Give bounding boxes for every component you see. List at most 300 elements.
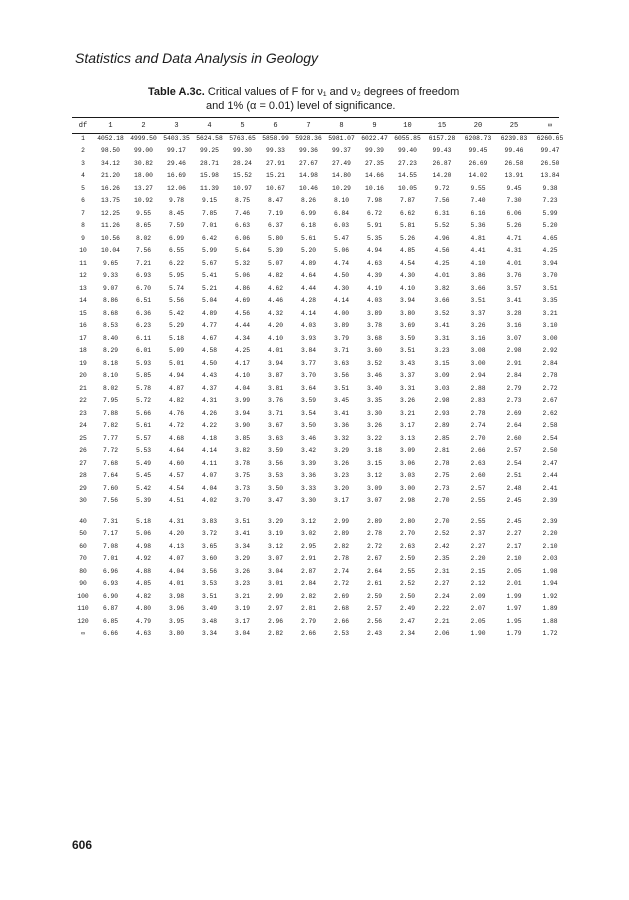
table-cell: 1.88 — [542, 617, 558, 625]
table-cell: 3.29 — [234, 555, 251, 563]
table-cell: 3.48 — [201, 617, 218, 625]
table-cell: 3.51 — [542, 284, 558, 292]
row-df-cell: 7 — [81, 209, 85, 217]
table-row — [72, 332, 568, 345]
table-cell: 3.13 — [399, 434, 416, 442]
table-cell: 1.89 — [542, 605, 558, 613]
table-cell: 8.53 — [102, 322, 119, 330]
table-cell: 3.34 — [234, 542, 251, 550]
table-cell: 4.94 — [168, 372, 185, 380]
table-cell: 2.89 — [333, 530, 350, 538]
table-cell: 8.65 — [135, 222, 152, 230]
table-cell: 5.91 — [366, 222, 383, 230]
row-df-cell: 29 — [79, 484, 87, 492]
table-cell: 7.31 — [102, 517, 119, 525]
table-cell: 26.50 — [540, 159, 560, 167]
table-cell: 4.30 — [399, 272, 416, 280]
table-cell: 8.75 — [234, 197, 251, 205]
table-cell: 3.59 — [300, 397, 317, 405]
table-cell: 5.32 — [234, 259, 251, 267]
row-df-cell: 3 — [81, 159, 85, 167]
table-cell: 4.44 — [234, 322, 251, 330]
table-cell: 6.87 — [102, 605, 119, 613]
table-cell: 2.80 — [399, 517, 416, 525]
table-cell: 4.25 — [542, 247, 558, 255]
table-cell: 3.32 — [333, 434, 350, 442]
column-header: 15 — [437, 121, 447, 130]
table-cell: 15.21 — [266, 172, 285, 180]
table-cell: 2.70 — [434, 517, 450, 525]
table-cell: 99.39 — [365, 147, 384, 155]
table-row — [72, 182, 568, 195]
row-df-cell: 5 — [81, 184, 85, 192]
table-cell: 3.19 — [234, 605, 251, 613]
table-cell: 6.22 — [168, 259, 185, 267]
table-cell: 3.15 — [366, 459, 383, 467]
table-cell: 99.45 — [468, 147, 488, 155]
table-cell: 4.28 — [300, 297, 317, 305]
table-cell: 4.00 — [333, 309, 350, 317]
row-df-cell: 100 — [77, 592, 89, 600]
table-cell: 27.35 — [365, 159, 384, 167]
table-cell: 5.21 — [201, 284, 218, 292]
table-cell: 15.98 — [200, 172, 219, 180]
table-row — [72, 282, 568, 295]
row-df-cell: 1 — [81, 134, 85, 142]
row-df-cell: 28 — [79, 472, 87, 480]
table-cell: 4.54 — [399, 259, 416, 267]
table-cell: 2.68 — [333, 605, 350, 613]
table-cell: 3.79 — [333, 334, 350, 342]
table-cell: 5.93 — [135, 359, 152, 367]
table-cell: 4.64 — [300, 272, 317, 280]
table-cell: 2.59 — [399, 555, 416, 563]
table-cell: 3.60 — [366, 347, 383, 355]
table-cell: 2.47 — [399, 617, 416, 625]
table-cell: 5624.58 — [196, 134, 223, 142]
table-cell: 9.55 — [470, 184, 486, 192]
table-cell: 5.20 — [300, 247, 317, 255]
table-cell: 2.50 — [542, 447, 558, 455]
table-cell: 2.70 — [399, 530, 416, 538]
table-cell: 2.83 — [470, 397, 486, 405]
table-row — [72, 528, 568, 541]
table-cell: 2.10 — [506, 555, 522, 563]
table-cell: 14.66 — [365, 172, 384, 180]
table-cell: 3.68 — [366, 334, 383, 342]
table-cell: 3.51 — [333, 384, 350, 392]
table-cell: 13.75 — [101, 197, 120, 205]
table-cell: 3.30 — [300, 497, 317, 505]
table-cell: 2.98 — [506, 347, 522, 355]
table-cell: 3.40 — [366, 384, 383, 392]
table-cell: 3.49 — [201, 605, 218, 613]
table-cell: 4.31 — [201, 397, 218, 405]
table-cell: 5.78 — [135, 384, 152, 392]
table-cell: 6.93 — [102, 580, 119, 588]
table-cell: 3.93 — [300, 334, 317, 342]
table-row — [72, 565, 568, 578]
table-cell: 2.09 — [470, 592, 486, 600]
table-cell: 2.39 — [542, 517, 558, 525]
table-cell: 3.63 — [267, 434, 284, 442]
table-cell: 4.01 — [168, 580, 185, 588]
row-df-cell: 22 — [79, 397, 87, 405]
table-cell: 4.79 — [135, 617, 152, 625]
table-cell: 14.80 — [332, 172, 351, 180]
table-cell: 4.98 — [135, 542, 152, 550]
table-cell: 2.17 — [506, 542, 522, 550]
table-cell: 8.10 — [102, 372, 119, 380]
table-cell: 6208.73 — [464, 134, 492, 142]
table-cell: 8.10 — [333, 197, 350, 205]
table-cell: 2.59 — [366, 592, 383, 600]
table-cell: 3.80 — [399, 309, 416, 317]
table-row — [72, 495, 568, 508]
table-cell: 10.92 — [134, 197, 153, 205]
table-cell: 6.51 — [135, 297, 152, 305]
table-cell: 8.47 — [267, 197, 284, 205]
table-cell: 2.91 — [506, 359, 522, 367]
table-cell: 3.21 — [542, 309, 558, 317]
table-cell: 2.84 — [506, 372, 522, 380]
table-cell: 4.72 — [168, 422, 185, 430]
table-cell: 2.55 — [399, 567, 416, 575]
table-top-rule — [72, 117, 559, 118]
table-cell: 2.54 — [506, 459, 522, 467]
table-cell: 5763.65 — [229, 134, 256, 142]
table-row — [72, 170, 568, 183]
table-cell: 3.53 — [201, 580, 218, 588]
table-cell: 5.26 — [399, 234, 416, 242]
table-cell: 28.24 — [233, 159, 252, 167]
table-cell: 7.68 — [102, 459, 119, 467]
row-df-cell: 26 — [79, 447, 87, 455]
table-cell: 5.64 — [234, 247, 251, 255]
table-cell: 6.55 — [168, 247, 185, 255]
table-cell: 6.85 — [102, 617, 119, 625]
column-header: 20 — [473, 121, 483, 130]
table-cell: 4.88 — [135, 567, 152, 575]
table-cell: 3.54 — [300, 409, 317, 417]
row-df-cell: 6 — [81, 197, 85, 205]
table-cell: 4.07 — [201, 472, 218, 480]
table-row — [72, 295, 568, 308]
table-cell: 3.09 — [366, 484, 383, 492]
table-cell: 99.25 — [200, 147, 219, 155]
table-cell: 5.95 — [168, 272, 185, 280]
table-cell: 7.08 — [102, 542, 119, 550]
table-row — [72, 407, 568, 420]
table-cell: 2.69 — [506, 409, 522, 417]
table-cell: 3.00 — [399, 484, 416, 492]
table-cell: 6.93 — [135, 272, 152, 280]
column-header: 1 — [108, 121, 113, 130]
table-cell: 2.96 — [267, 617, 284, 625]
table-cell: 4.81 — [470, 234, 486, 242]
table-cell: 2.15 — [470, 567, 486, 575]
table-cell: 7.21 — [135, 259, 152, 267]
table-cell: 6.06 — [234, 234, 251, 242]
table-cell: 6.96 — [102, 567, 119, 575]
table-cell: 9.55 — [135, 209, 152, 217]
table-cell: 3.70 — [542, 272, 558, 280]
table-cell: 16.69 — [167, 172, 186, 180]
table-cell: 2.72 — [333, 580, 350, 588]
table-cell: 13.27 — [134, 184, 153, 192]
table-cell: 5981.07 — [328, 134, 355, 142]
table-cell: 10.46 — [299, 184, 318, 192]
table-cell: 2.87 — [300, 567, 317, 575]
row-df-cell: 12 — [79, 272, 87, 280]
table-cell: 3.07 — [506, 334, 522, 342]
table-cell: 7.56 — [102, 497, 119, 505]
table-cell: 15.52 — [233, 172, 252, 180]
table-cell: 5.66 — [135, 409, 152, 417]
table-cell: 4.20 — [168, 530, 185, 538]
caption-text-1: Critical values of F for ν₁ and ν₂ degrees of freedom — [207, 86, 460, 98]
table-row — [72, 540, 568, 553]
table-cell: 2.06 — [434, 630, 450, 638]
table-cell: 4.89 — [300, 259, 317, 267]
table-cell: 3.16 — [470, 334, 486, 342]
table-cell: 5.67 — [201, 259, 218, 267]
table-cell: 4.31 — [168, 517, 185, 525]
table-cell: 99.43 — [432, 147, 452, 155]
table-cell: 2.24 — [434, 592, 450, 600]
table-cell: 2.49 — [399, 605, 416, 613]
table-cell: 4.67 — [201, 334, 218, 342]
table-cell: 9.38 — [542, 184, 558, 192]
table-cell: 3.51 — [234, 517, 251, 525]
table-cell: 3.21 — [399, 409, 416, 417]
table-row — [72, 320, 568, 333]
table-cell: 3.94 — [542, 259, 558, 267]
row-df-cell: 10 — [79, 247, 87, 255]
table-cell: 7.72 — [102, 447, 119, 455]
table-cell: 4.14 — [201, 447, 218, 455]
table-cell: 3.98 — [168, 592, 185, 600]
table-cell: 3.19 — [267, 530, 284, 538]
table-cell: 3.41 — [234, 530, 251, 538]
table-row — [72, 515, 568, 528]
table-cell: 2.74 — [470, 422, 486, 430]
row-df-cell: 60 — [79, 542, 87, 550]
row-df-cell: 80 — [79, 567, 87, 575]
table-cell: 2.57 — [470, 484, 486, 492]
table-cell: 2.67 — [366, 555, 383, 563]
table-cell: 4.92 — [135, 555, 152, 563]
table-cell: 3.42 — [300, 447, 317, 455]
table-cell: 4.14 — [300, 309, 317, 317]
table-cell: 9.65 — [102, 259, 119, 267]
table-cell: 2.88 — [470, 384, 486, 392]
table-cell: 3.51 — [470, 297, 486, 305]
table-cell: 2.84 — [542, 359, 558, 367]
table-cell: 5.72 — [135, 397, 152, 405]
table-cell: 2.20 — [470, 555, 486, 563]
table-cell: 7.23 — [542, 197, 558, 205]
table-cell: 3.57 — [506, 284, 522, 292]
table-cell: 10.05 — [398, 184, 417, 192]
table-cell: 10.04 — [101, 247, 120, 255]
table-row — [72, 245, 568, 258]
table-cell: 14.98 — [299, 172, 318, 180]
table-cell: 2.05 — [470, 617, 486, 625]
table-cell: 4.43 — [201, 372, 218, 380]
table-cell: 2.51 — [506, 472, 522, 480]
table-cell: 4.17 — [234, 359, 251, 367]
table-cell: 8.45 — [168, 209, 185, 217]
table-cell: 6.03 — [333, 222, 350, 230]
table-cell: 7.01 — [102, 555, 119, 563]
table-cell: 2.89 — [434, 422, 450, 430]
table-cell: 3.03 — [434, 384, 450, 392]
table-cell: 3.59 — [267, 447, 284, 455]
table-cell: 3.26 — [366, 422, 383, 430]
table-cell: 6.31 — [434, 209, 450, 217]
table-cell: 4.87 — [168, 384, 185, 392]
table-cell: 1.95 — [506, 617, 522, 625]
table-cell: 10.67 — [266, 184, 285, 192]
caption-line-1 — [148, 85, 459, 99]
table-row — [72, 578, 568, 591]
table-cell: 2.45 — [506, 517, 522, 525]
table-cell: 6.99 — [168, 234, 185, 242]
table-cell: 4.56 — [234, 309, 251, 317]
table-cell: 2.60 — [506, 434, 522, 442]
table-cell: 5928.36 — [295, 134, 322, 142]
table-cell: 2.73 — [434, 484, 450, 492]
table-cell: 27.49 — [332, 159, 351, 167]
table-row — [72, 345, 568, 358]
table-row — [72, 357, 568, 370]
table-cell: 4.50 — [201, 359, 218, 367]
table-row — [72, 157, 568, 170]
table-cell: 7.77 — [102, 434, 119, 442]
table-cell: 4.22 — [201, 422, 218, 430]
table-cell: 2.72 — [542, 384, 558, 392]
table-cell: 2.55 — [470, 517, 486, 525]
row-df-cell: 14 — [79, 297, 87, 305]
table-cell: 2.84 — [300, 580, 317, 588]
table-cell: 4.20 — [267, 322, 284, 330]
row-df-cell: 20 — [79, 372, 87, 380]
table-cell: 2.44 — [542, 472, 558, 480]
table-cell: 3.35 — [366, 397, 383, 405]
table-cell: 2.34 — [399, 630, 416, 638]
table-cell: 3.17 — [234, 617, 251, 625]
table-cell: 4.14 — [333, 297, 350, 305]
row-df-cell: 21 — [79, 384, 87, 392]
row-df-cell: 9 — [81, 234, 85, 242]
table-cell: 3.04 — [267, 567, 284, 575]
table-cell: 6.36 — [135, 309, 152, 317]
table-cell: 4.37 — [201, 384, 218, 392]
table-cell: 6.42 — [201, 234, 218, 242]
column-header: 2 — [141, 121, 146, 130]
row-df-cell: 30 — [79, 497, 87, 505]
table-cell: 7.98 — [366, 197, 383, 205]
table-cell: 7.56 — [434, 197, 450, 205]
table-cell: 2.58 — [542, 422, 558, 430]
table-cell: 10.56 — [101, 234, 120, 242]
table-row — [72, 628, 568, 641]
table-cell: 2.82 — [300, 592, 317, 600]
table-cell: 13.84 — [540, 172, 560, 180]
table-cell: 3.37 — [399, 372, 416, 380]
table-cell: 4.63 — [366, 259, 383, 267]
table-cell: 4.02 — [201, 497, 218, 505]
row-df-cell: 70 — [79, 555, 87, 563]
table-cell: 3.09 — [434, 372, 450, 380]
table-cell: 2.92 — [542, 347, 558, 355]
table-cell: 4.82 — [135, 592, 152, 600]
table-cell: 3.65 — [201, 542, 218, 550]
table-cell: 3.70 — [300, 372, 317, 380]
table-name: Table A.3c. — [148, 86, 205, 98]
table-cell: 4.74 — [333, 259, 350, 267]
column-header: 25 — [509, 121, 519, 130]
table-cell: 4.18 — [201, 434, 218, 442]
table-cell: 6157.28 — [428, 134, 456, 142]
table-cell: 2.95 — [300, 542, 317, 550]
column-header: 3 — [174, 121, 179, 130]
table-cell: 2.10 — [542, 542, 558, 550]
table-row — [72, 445, 568, 458]
table-cell: 4.13 — [168, 542, 185, 550]
table-cell: 2.60 — [470, 472, 486, 480]
table-cell: 2.81 — [300, 605, 317, 613]
table-cell: 2.39 — [542, 497, 558, 505]
table-cell: 8.26 — [300, 197, 317, 205]
f-critical-values-table — [72, 119, 568, 640]
table-cell: 11.39 — [200, 184, 219, 192]
table-cell: 3.36 — [333, 422, 350, 430]
table-cell: 4.60 — [168, 459, 185, 467]
table-cell: 4.34 — [234, 334, 251, 342]
table-cell: 2.47 — [542, 459, 558, 467]
table-cell: 3.56 — [333, 372, 350, 380]
table-cell: 2.56 — [366, 617, 383, 625]
table-cell: 4.77 — [201, 322, 218, 330]
table-cell: 2.41 — [542, 484, 558, 492]
table-cell: 2.99 — [267, 592, 284, 600]
table-cell: 5.35 — [366, 234, 383, 242]
table-cell: 2.31 — [434, 567, 450, 575]
table-cell: 3.07 — [366, 497, 383, 505]
table-row — [72, 307, 568, 320]
table-cell: 1.98 — [542, 567, 558, 575]
row-df-cell: 16 — [79, 322, 87, 330]
table-row — [72, 482, 568, 495]
table-cell: 5.56 — [168, 297, 185, 305]
table-cell: 3.53 — [267, 472, 284, 480]
table-row — [72, 207, 568, 220]
table-cell: 3.08 — [470, 347, 486, 355]
row-df-cell: 40 — [79, 517, 87, 525]
table-cell: 6.06 — [506, 209, 522, 217]
running-header: Statistics and Data Analysis in Geology — [75, 50, 319, 66]
table-cell: 4.10 — [399, 284, 416, 292]
table-cell: 3.41 — [434, 322, 450, 330]
table-row — [72, 232, 568, 245]
table-cell: 3.67 — [267, 422, 284, 430]
table-cell: 14.55 — [398, 172, 417, 180]
table-cell: 3.95 — [168, 617, 185, 625]
table-header-row — [72, 119, 568, 132]
table-cell: 2.05 — [506, 567, 522, 575]
